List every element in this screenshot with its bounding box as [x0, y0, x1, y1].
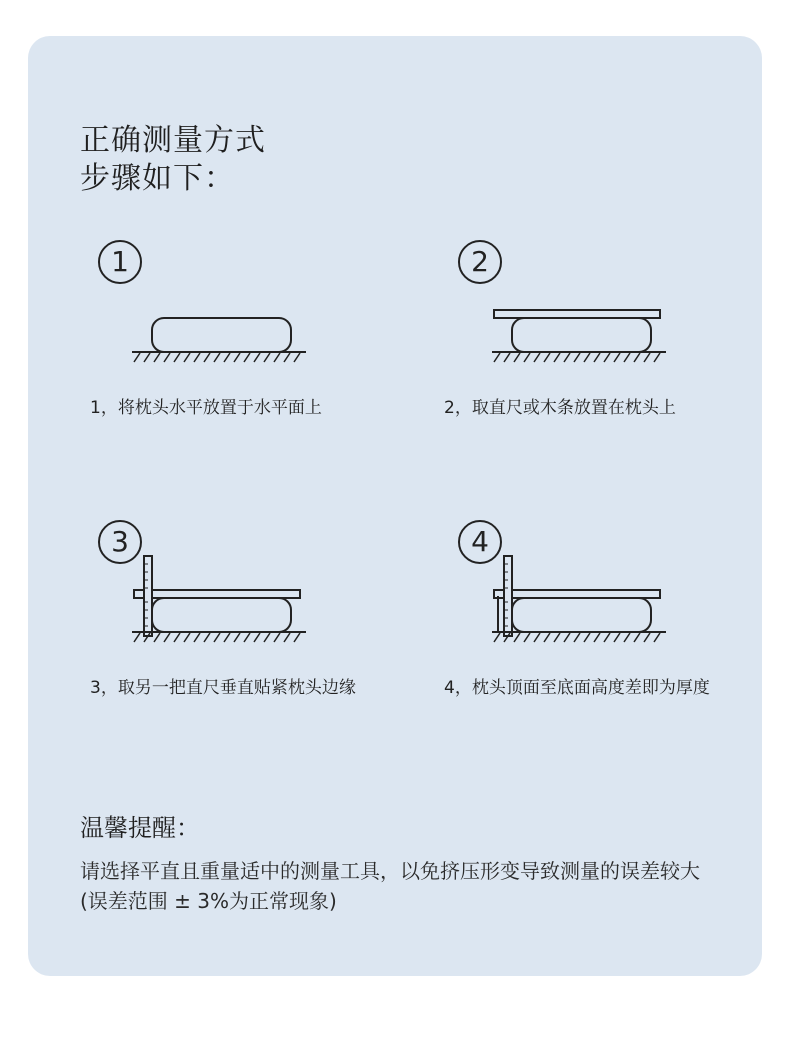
ground-hatch	[134, 353, 300, 362]
step-4-caption: 4，枕头顶面至底面高度差即为厚度	[444, 678, 710, 698]
step-1-diagram	[128, 310, 310, 366]
ground-hatch	[494, 353, 660, 362]
step-2-caption: 2，取直尺或木条放置在枕头上	[444, 398, 676, 418]
horizontal-ruler	[494, 310, 660, 318]
pillow-shape	[512, 318, 651, 352]
step-2-diagram	[488, 304, 670, 366]
step-1-number: 1	[98, 240, 142, 284]
step-3-number: 3	[98, 520, 142, 564]
tip-body: 请选择平直且重量适中的测量工具，以免挤压形变导致测量的误差较大(误差范围 ± 3%为正常现象)	[80, 859, 700, 913]
step-4-diagram	[488, 550, 670, 646]
step-4-number: 4	[458, 520, 502, 564]
ground-hatch	[134, 633, 300, 642]
step-3-diagram	[128, 550, 310, 646]
vertical-ruler	[144, 556, 152, 636]
step-1-caption: 1，将枕头水平放置于水平面上	[90, 398, 322, 418]
step-3-caption: 3，取另一把直尺垂直贴紧枕头边缘	[90, 678, 356, 698]
tip-title: 温馨提醒：	[80, 814, 200, 842]
pillow-shape	[152, 318, 291, 352]
horizontal-ruler	[494, 590, 660, 598]
ground-hatch	[494, 633, 660, 642]
page-title: 正确测量方式	[80, 123, 266, 158]
horizontal-ruler	[134, 590, 300, 598]
pillow-shape	[512, 598, 651, 632]
pillow-shape	[152, 598, 291, 632]
step-2-number: 2	[458, 240, 502, 284]
vertical-ruler	[504, 556, 512, 636]
page-subtitle: 步骤如下：	[80, 161, 235, 196]
